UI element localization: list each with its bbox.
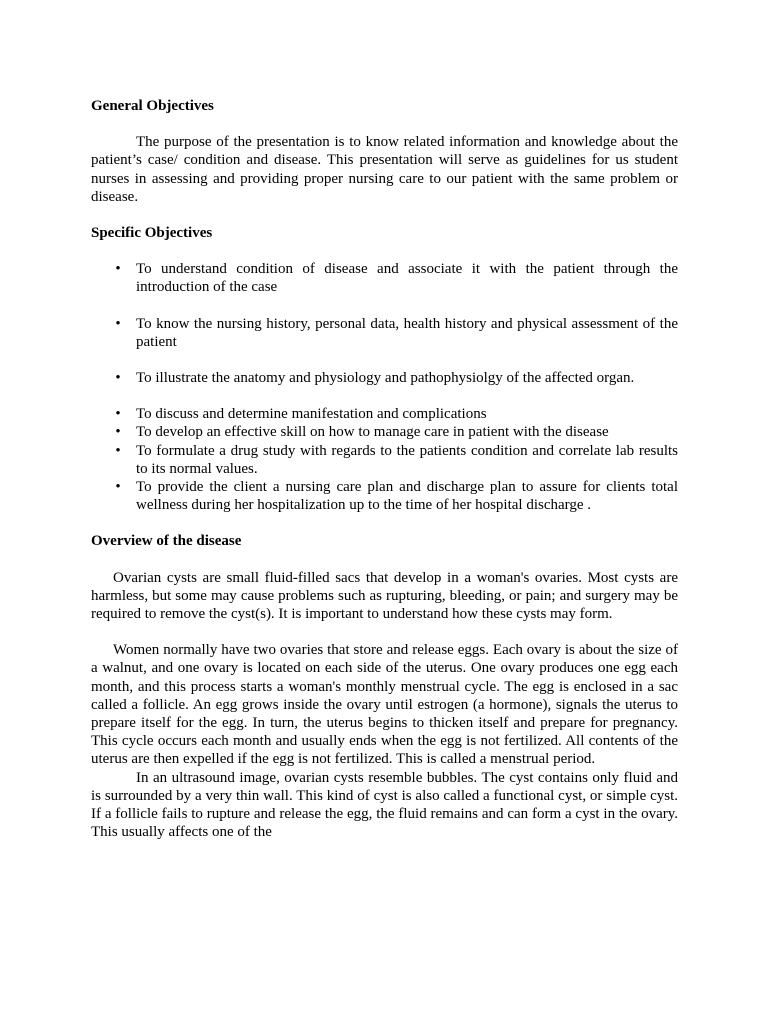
list-item-text: To provide the client a nursing care plan and discharge plan to assure for clients total wellness during her hospitalization up to the time of her hospital discharge . [136, 479, 678, 514]
overview-heading: Overview of the disease [91, 533, 242, 550]
bullet-icon: • [115, 479, 121, 496]
general-objectives-heading: General Objectives [91, 98, 214, 114]
list-item [91, 442, 678, 478]
overview-paragraph-3: In an ultrasound image, ovarian cysts resemble bubbles. The cyst contains only fluid and is surrounded by a very thin wall. This kind of cyst is also called a functional cyst, or simple cyst. If a follicle fails to rupture and release the egg, the fluid remains and can form a cyst in the ovary. This usually affects one of the [91, 769, 678, 841]
bullet-icon: • [115, 406, 121, 423]
list-item [91, 260, 678, 296]
bullet-icon: • [115, 442, 121, 459]
overview-paragraph-2: Women normally have two ovaries that store and release eggs. Each ovary is about the size of a walnut, and one ovary is located on each side of the uterus. One ovary produces one egg each month, and this process starts a woman's monthly menstrual cycle. The egg is enclosed in a sac called a follicle. An egg grows inside the ovary until estrogen (a hormone), signals the uterus to prepare itself for the egg. In turn, the uterus begins to thicken itself and prepare for pregnancy. This cycle occurs each month and usually ends when the egg is not fertilized. All contents of the uterus are then expelled if the egg is not fertilized. This is called a menstrual period. [91, 642, 678, 768]
list-item [91, 405, 678, 423]
overview-paragraph-1: Ovarian cysts are small fluid-filled sacs that develop in a woman's ovaries. Most cysts are harmless, but some may cause problems such as rupturing, bleeding, or pain; and surgery may be required to remove the cyst(s). It is important to understand how these cysts may form. [91, 569, 678, 623]
bullet-icon: • [115, 370, 121, 387]
bullet-icon: • [115, 261, 121, 278]
specific-objectives-heading: Specific Objectives [91, 225, 213, 242]
list-item-text: To understand condition of disease and associate it with the patient through the introduction of the case [136, 261, 678, 296]
list-item [91, 369, 678, 387]
bullet-icon: • [115, 424, 121, 441]
general-objectives-paragraph: The purpose of the presentation is to know related information and knowledge about the patient’s case/ condition and disease. This presentation will serve as guidelines for us student nurses in assessing and providing proper nursing care to our patient with the same problem or disease. [91, 134, 678, 205]
list-item [91, 315, 678, 351]
list-item-text: To know the nursing history, personal data, health history and physical assessment of the patient [136, 315, 678, 350]
bullet-icon: • [115, 315, 121, 332]
document-page [91, 97, 678, 842]
specific-objectives-list [91, 260, 678, 514]
list-item-text: To discuss and determine manifestation and complications [136, 406, 487, 423]
list-item-text: To formulate a drug study with regards to the patients condition and correlate lab results to its normal values. [136, 442, 678, 477]
list-item [91, 478, 678, 514]
list-item [91, 423, 678, 441]
list-item-text: To develop an effective skill on how to manage care in patient with the disease [136, 424, 609, 441]
list-item-text: To illustrate the anatomy and physiology and pathophysiolgy of the affected organ. [136, 370, 635, 387]
